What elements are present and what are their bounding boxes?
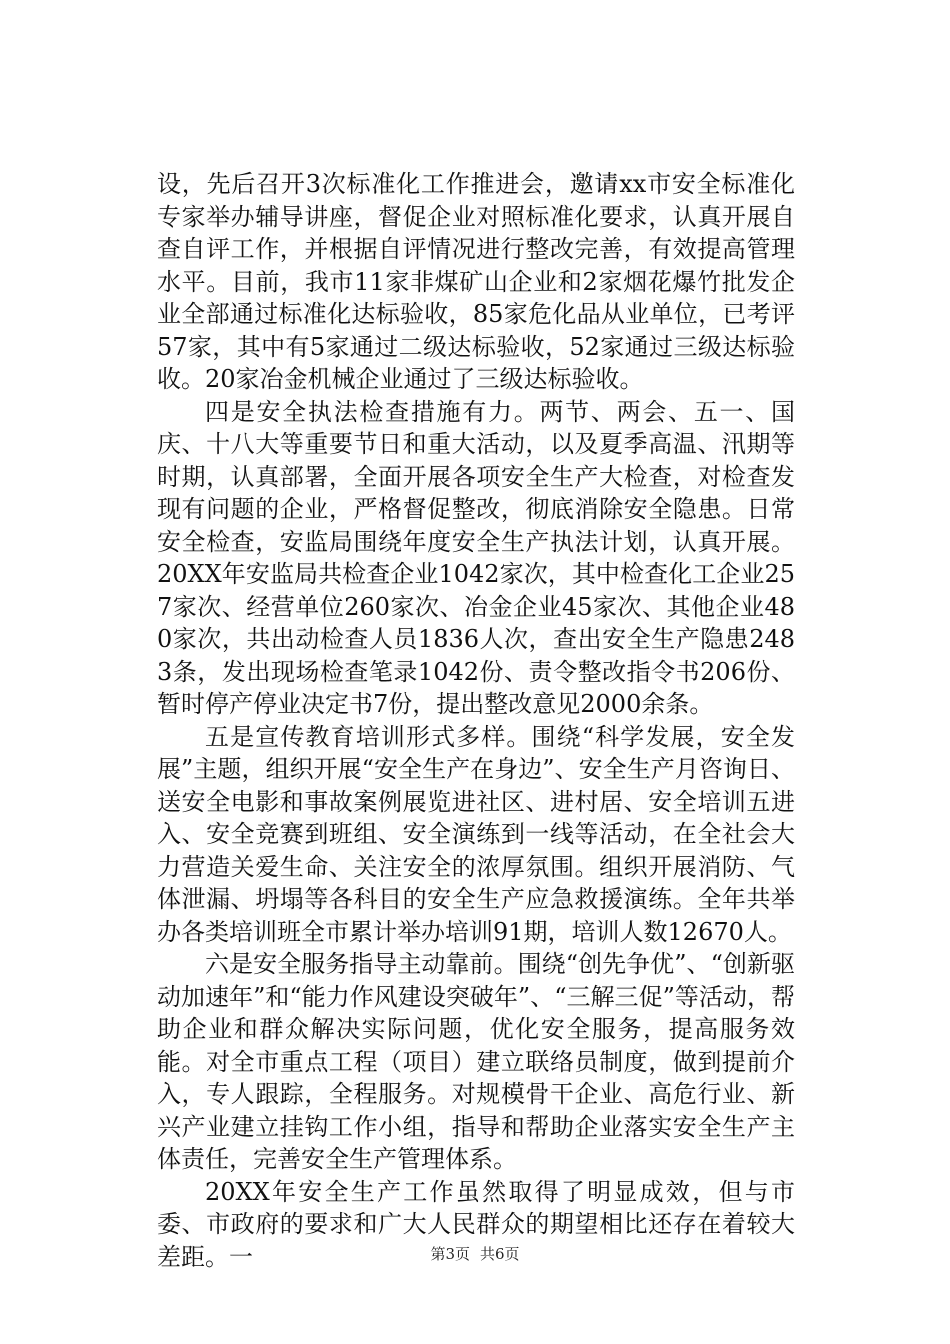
paragraph: 20XX年安全生产工作虽然取得了明显成效，但与市委、市政府的要求和广大人民群众的期望相比还存在着较大差距。一 — [157, 1177, 795, 1271]
page-number: 第3页 — [430, 1245, 470, 1263]
paragraph: 设，先后召开3次标准化工作推进会，邀请xx市安全标准化专家举办辅导讲座，督促企业对照标准化要求，认真开展自查自评工作，并根据自评情况进行整改完善，有效提高管理水平。目前，我市11家非煤矿山企业和2家烟花爆竹批发企业全部通过标准化达标验收，85家危化品从业单位，已考评57家，其中有5家通过二级达标验收，52家通过三级达标验收。20家冶金机械企业通过了三级达标验收。 — [157, 170, 795, 393]
page-footer — [0, 1243, 950, 1264]
paragraph: 五是宣传教育培训形式多样。围绕“科学发展，安全发展”主题，组织开展“安全生产在身边”、安全生产月咨询日、送安全电影和事故案例展览进社区、进村居、安全培训五进入、安全竞赛到班组、安全演练到一线等活动，在全社会大力营造关爱生命、关注安全的浓厚氛围。组织开展消防、气体泄漏、坍塌等各科目的安全生产应急救援演练。全年共举办各类培训班全市累计举办培训91期，培训人数12670人。 — [157, 722, 795, 946]
document-body — [157, 168, 795, 1273]
paragraph: 四是安全执法检查措施有力。两节、两会、五一、国庆、十八大等重要节日和重大活动，以及夏季高温、汛期等时期，认真部署，全面开展各项安全生产大检查，对检查发现有问题的企业，严格督促整改，彻底消除安全隐患。日常安全检查，安监局围绕年度安全生产执法计划，认真开展。20XX年安监局共检查企业1042家次，其中检查化工企业257家次、经营单位260家次、冶金企业45家次、其他企业480家次，共出动检查人员1836人次，查出安全生产隐患2483条，发出现场检查笔录1042份、责令整改指令书206份、暂时停产停业决定书7份，提出整改意见2000余条。 — [157, 397, 795, 718]
paragraph: 六是安全服务指导主动靠前。围绕“创先争优”、“创新驱动加速年”和“能力作风建设突破年”、“三解三促”等活动，帮助企业和群众解决实际问题，优化安全服务，提高服务效能。对全市重点工程（项目）建立联络员制度，做到提前介入，专人跟踪，全程服务。对规模骨干企业、高危行业、新兴产业建立挂钩工作小组，指导和帮助企业落实安全生产主体责任，完善安全生产管理体系。 — [157, 950, 795, 1173]
page-total: 共6页 — [480, 1245, 520, 1263]
